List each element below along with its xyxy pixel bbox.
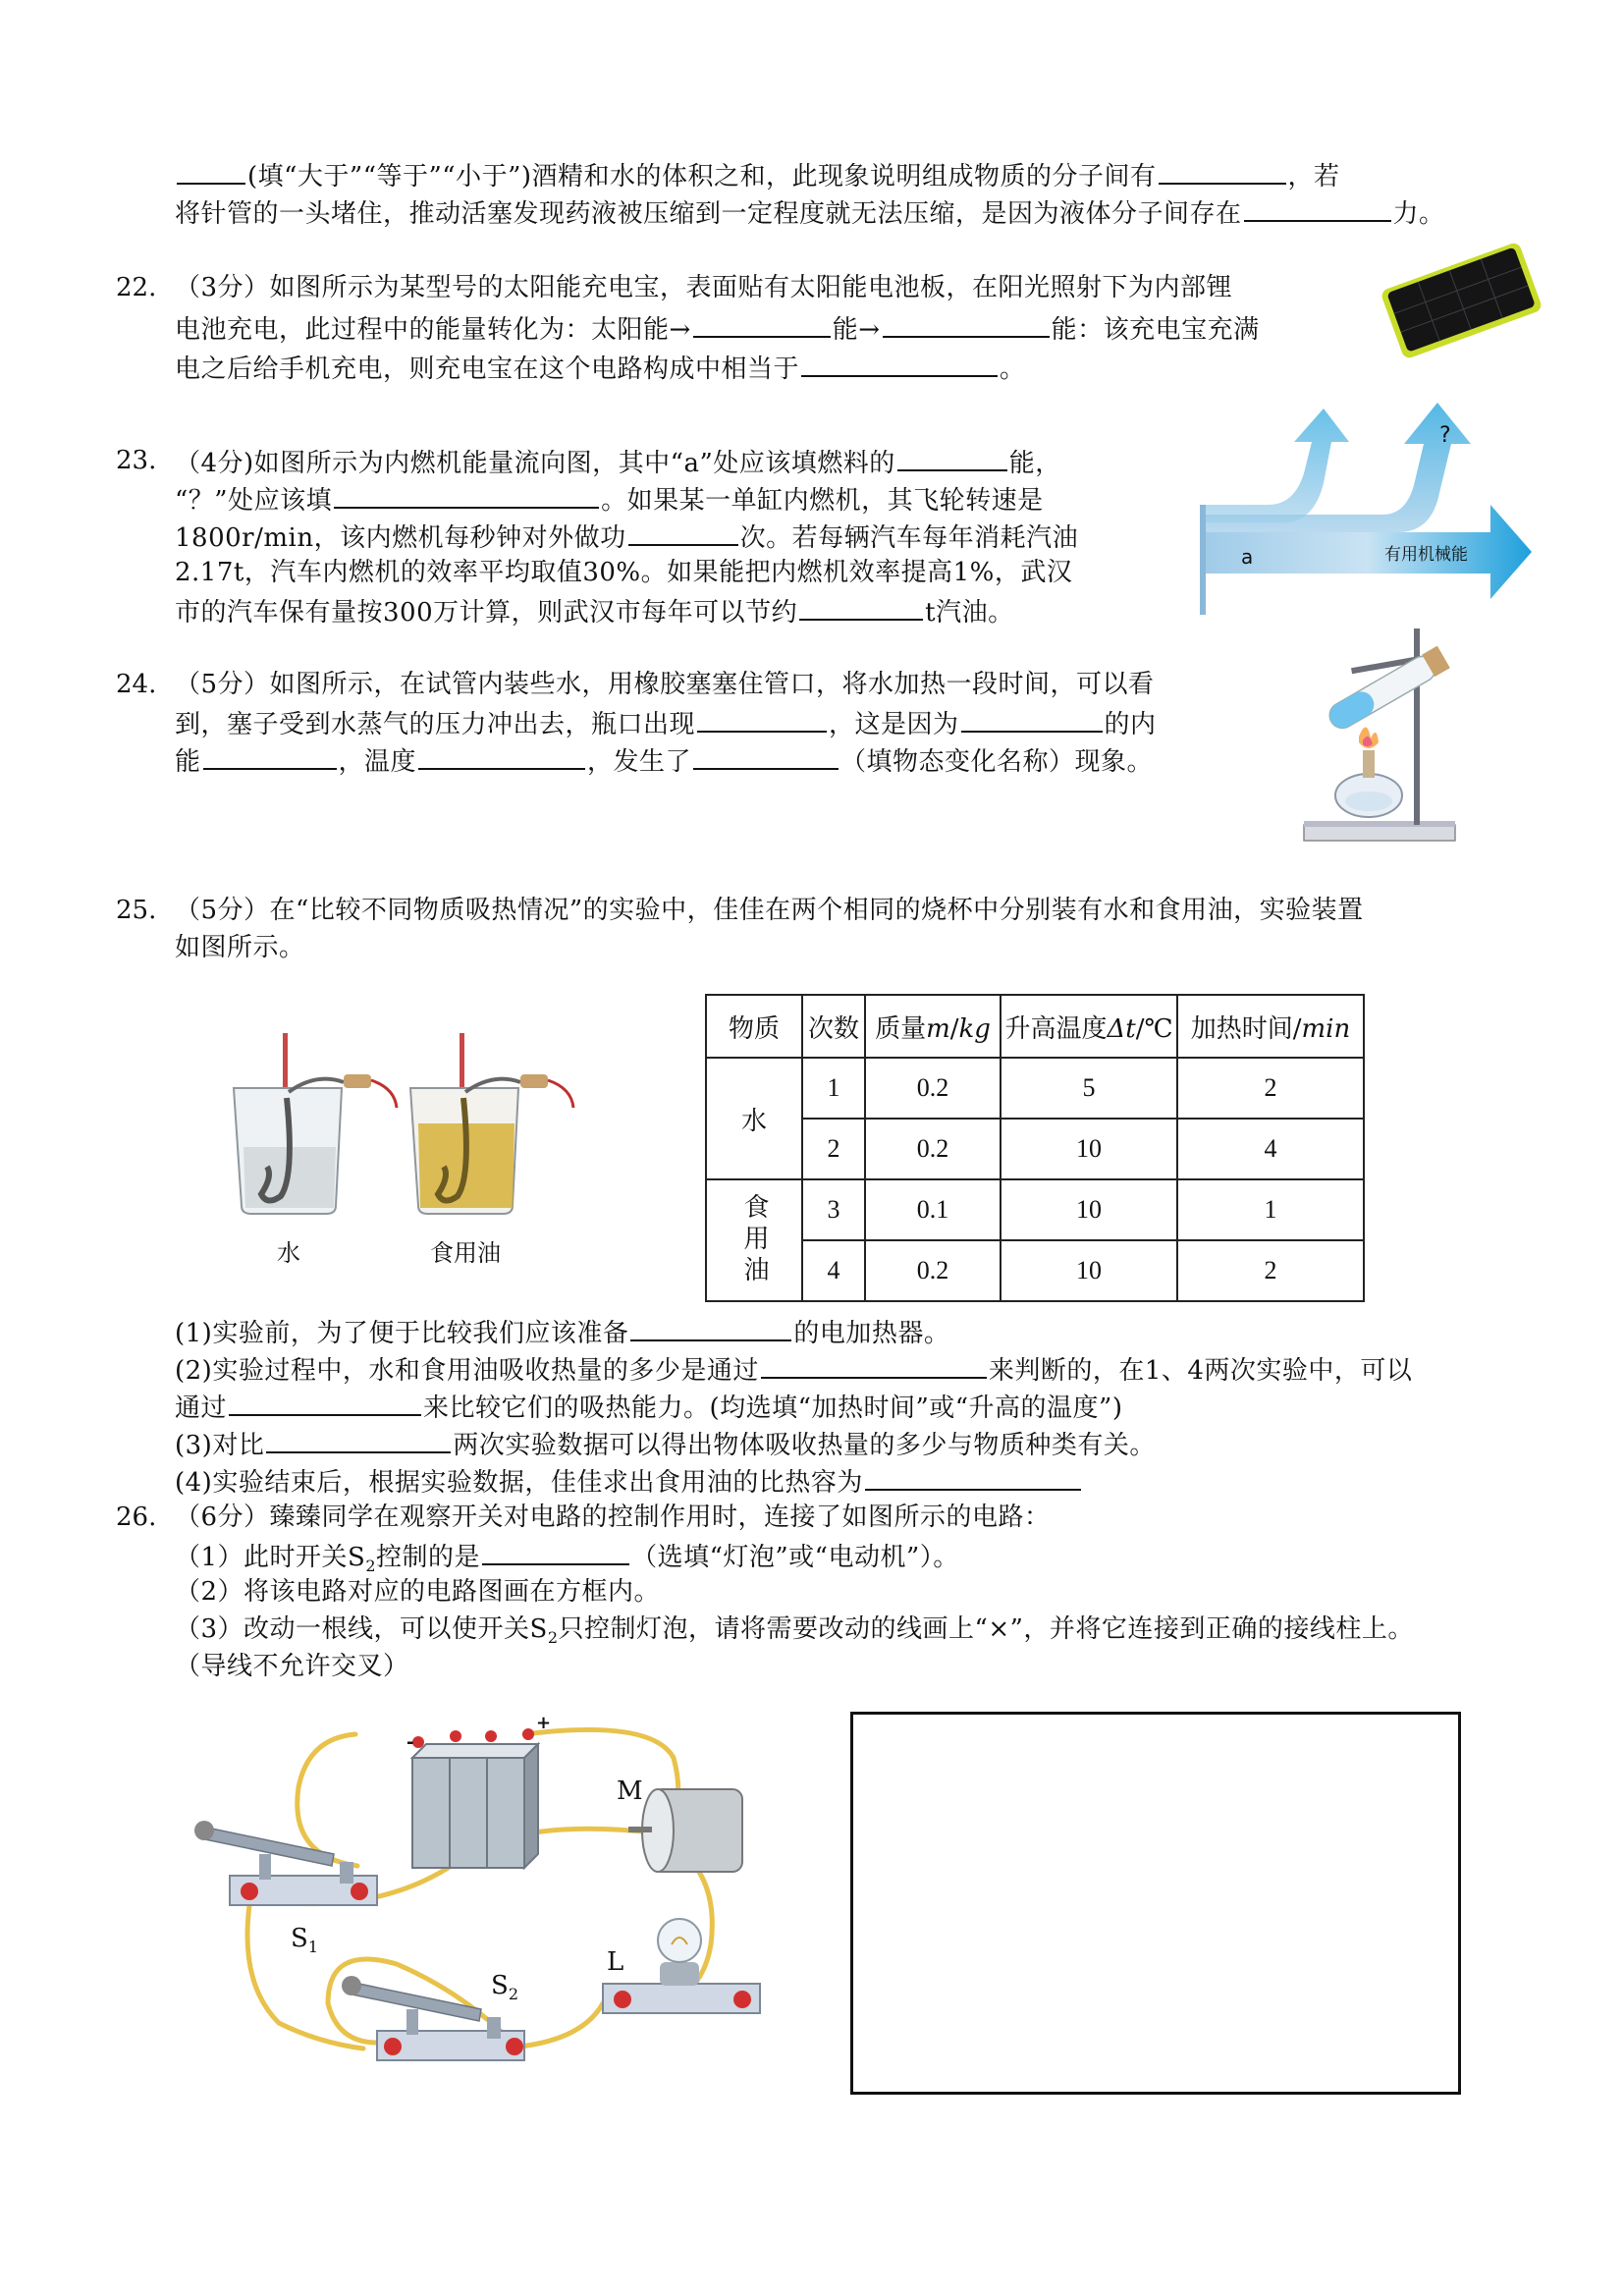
q25-text: (1)实验前，为了便于比较我们应该准备 xyxy=(175,1319,629,1348)
diagram-label-question: ? xyxy=(1439,423,1451,448)
q25-text: (2)实验过程中，水和食用油吸收热量的多少是通过 xyxy=(175,1356,759,1386)
q26-sub2: （2）将该电路对应的电路图画在方框内。 xyxy=(175,1577,661,1607)
q26-subscript: 2 xyxy=(365,1557,377,1576)
table-row xyxy=(706,1058,1364,1119)
q22-text: 。 xyxy=(1000,355,1026,384)
q23-text: t汽油。 xyxy=(925,598,1014,628)
q26-text: 只控制灯泡，请将需要改动的线画上“×”，并将它连接到正确的接线柱上。 xyxy=(558,1614,1414,1644)
q26-text: （选填“灯泡”或“电动机”）。 xyxy=(631,1543,959,1572)
q23-line5 xyxy=(175,591,1014,631)
table-cell-substance: 食用油 xyxy=(706,1179,802,1301)
answer-blank[interactable] xyxy=(883,308,1050,338)
q25-text: 来判断的，在1、4两次实验中，可以 xyxy=(988,1356,1413,1386)
answer-blank[interactable] xyxy=(1244,192,1391,222)
q25-text: 通过 xyxy=(175,1393,228,1423)
q26-subscript: 2 xyxy=(547,1628,559,1648)
answer-blank[interactable] xyxy=(1159,155,1286,185)
answer-blank[interactable] xyxy=(630,1312,791,1341)
switch-s1-label: $S_1$ xyxy=(291,1924,318,1956)
table-cell: 1 xyxy=(1177,1179,1364,1240)
table-header: 加热时间/min xyxy=(1177,995,1364,1058)
q26-line1: （6分）臻臻同学在观察开关对电路的控制作用时，连接了如图所示的电路： xyxy=(175,1503,1051,1532)
q25-text: 来比较它们的吸热能力。(均选填“加热时间”或“升高的温度”) xyxy=(423,1393,1123,1423)
table-cell: 0.2 xyxy=(865,1240,1001,1301)
q26-sub4: （导线不允许交叉） xyxy=(175,1652,409,1681)
beaker-label-oil: 食用油 xyxy=(430,1239,501,1267)
q24-text: （填物态变化名称）现象。 xyxy=(840,747,1154,777)
q21-text: (填“大于”“等于”“小于”)酒精和水的体积之和，此现象说明组成物质的分子间有 xyxy=(247,162,1157,191)
q24-text: ，发生了 xyxy=(587,747,692,777)
q23-line3 xyxy=(175,517,1078,557)
table-cell: 2 xyxy=(1177,1058,1364,1119)
battery-plus-label: + xyxy=(536,1713,552,1733)
q23-text: 1800r/min，该内燃机每秒钟对外做功 xyxy=(175,523,626,553)
lamp-label: L xyxy=(607,1947,624,1977)
beaker-label-water: 水 xyxy=(277,1239,300,1267)
question-number: 22. xyxy=(116,273,157,302)
table-cell: 4 xyxy=(802,1240,865,1301)
test-tube-heating-apparatus xyxy=(1298,623,1461,847)
q25-text: (3)对比 xyxy=(175,1431,265,1460)
answer-blank[interactable] xyxy=(897,442,1007,471)
answer-blank[interactable] xyxy=(177,155,245,185)
beakers-image xyxy=(228,1029,611,1271)
answer-blank[interactable] xyxy=(482,1536,629,1565)
q21-line1 xyxy=(175,155,1340,195)
table-header: 次数 xyxy=(802,995,865,1058)
q25-line2: 如图所示。 xyxy=(175,933,305,962)
battery-icon xyxy=(406,1713,551,1868)
q21-text: 力。 xyxy=(1392,199,1445,229)
answer-blank[interactable] xyxy=(203,740,337,770)
q24-line1: （5分）如图所示，在试管内装些水，用橡胶塞塞住管口，将水加热一段时间，可以看 xyxy=(175,670,1155,699)
q23-text: 市的汽车保有量按300万计算，则武汉市每年可以节约 xyxy=(175,598,798,628)
table-cell: 1 xyxy=(802,1058,865,1119)
answer-blank[interactable] xyxy=(961,703,1103,733)
answer-blank[interactable] xyxy=(334,479,599,509)
table-row xyxy=(706,1240,1364,1301)
answer-blank[interactable] xyxy=(761,1349,987,1379)
question-number: 26. xyxy=(116,1503,157,1532)
q21-text: ，若 xyxy=(1287,162,1340,191)
table-cell: 2 xyxy=(1177,1240,1364,1301)
table-cell: 5 xyxy=(1001,1058,1177,1119)
q23-text: “？”处应该填 xyxy=(175,486,333,516)
q22-text: 能：该充电宝充满 xyxy=(1051,315,1260,345)
q22-line1: （3分）如图所示为某型号的太阳能充电宝，表面贴有太阳能电池板，在阳光照射下为内部锂 xyxy=(175,273,1233,302)
q23-text: 。如果某一单缸内燃机，其飞轮转速是 xyxy=(601,486,1044,516)
circuit-drawing-box[interactable] xyxy=(850,1712,1461,2095)
q25-sub2 xyxy=(175,1349,1412,1390)
switch-s2-label: $S_2$ xyxy=(491,1971,518,2003)
table-cell-substance: 水 xyxy=(706,1058,802,1179)
q26-text: （3）改动一根线，可以使开关S xyxy=(175,1614,548,1644)
q21-line2 xyxy=(175,192,1445,233)
table-cell: 2 xyxy=(802,1119,865,1179)
table-row xyxy=(706,1119,1364,1179)
answer-blank[interactable] xyxy=(693,740,839,770)
switch-s1-icon xyxy=(194,1821,377,1956)
answer-blank[interactable] xyxy=(229,1387,421,1416)
q26-text: 控制的是 xyxy=(376,1543,481,1572)
q25-text: 两次实验数据可以得出物体吸收热量的多少与物质种类有关。 xyxy=(453,1431,1156,1460)
lamp-icon xyxy=(603,1919,760,2013)
battery-minus-label: - xyxy=(406,1732,414,1753)
q24-text: ，温度 xyxy=(338,747,417,777)
table-cell: 3 xyxy=(802,1179,865,1240)
q22-text: 电之后给手机充电，则充电宝在这个电路构成中相当于 xyxy=(175,355,800,384)
q23-line4: 2.17t，汽车内燃机的效率平均取值30%。如果能把内燃机效率提高1%，武汉 xyxy=(175,558,1073,587)
q25-sub4 xyxy=(175,1461,1083,1502)
q22-line2 xyxy=(175,308,1260,349)
q23-line1 xyxy=(175,442,1061,482)
q23-text: 能， xyxy=(1008,449,1061,478)
experiment-data-table xyxy=(705,994,1365,1302)
q25-sub1 xyxy=(175,1312,949,1352)
table-cell: 0.1 xyxy=(865,1179,1001,1240)
question-number: 24. xyxy=(116,670,157,699)
table-cell: 0.2 xyxy=(865,1119,1001,1179)
motor-icon xyxy=(617,1776,742,1872)
table-header: 质量m/kg xyxy=(865,995,1001,1058)
table-header: 升高温度Δt/℃ xyxy=(1001,995,1177,1058)
q24-text: 的内 xyxy=(1104,710,1157,739)
q26-text: （1）此时开关S xyxy=(175,1543,366,1572)
table-cell: 10 xyxy=(1001,1240,1177,1301)
q25-text: (4)实验结束后，根据实验数据，佳佳求出食用油的比热容为 xyxy=(175,1468,863,1498)
answer-blank[interactable] xyxy=(628,517,738,546)
answer-blank[interactable] xyxy=(697,703,827,733)
q24-text: 能 xyxy=(175,747,201,777)
q24-line3 xyxy=(175,740,1153,781)
q25-sub3 xyxy=(175,1424,1156,1464)
q22-line3 xyxy=(175,348,1026,388)
q24-line2 xyxy=(175,703,1157,743)
table-cell: 4 xyxy=(1177,1119,1364,1179)
circuit-components-image xyxy=(190,1709,780,2092)
table-cell: 0.2 xyxy=(865,1058,1001,1119)
energy-flow-diagram xyxy=(1196,395,1536,617)
q23-line2 xyxy=(175,479,1044,519)
q25-text: 的电加热器。 xyxy=(793,1319,950,1348)
q25-sub2-cont xyxy=(175,1387,1122,1427)
table-cell: 10 xyxy=(1001,1119,1177,1179)
table-row xyxy=(706,1179,1364,1240)
question-number: 23. xyxy=(116,446,157,475)
q24-text: ，这是因为 xyxy=(829,710,959,739)
q22-text: 电池充电，此过程中的能量转化为：太阳能→ xyxy=(175,315,691,345)
solar-power-bank-image xyxy=(1375,244,1543,361)
table-header-row xyxy=(706,995,1364,1058)
answer-blank[interactable] xyxy=(266,1424,451,1453)
q24-text: 到，塞子受到水蒸气的压力冲出去，瓶口出现 xyxy=(175,710,696,739)
diagram-label-useful-energy: 有用机械能 xyxy=(1384,545,1468,565)
q25-line1: （5分）在“比较不同物质吸热情况”的实验中，佳佳在两个相同的烧杯中分别装有水和食用油，实验装置 xyxy=(175,896,1364,925)
answer-blank[interactable] xyxy=(693,308,831,338)
answer-blank[interactable] xyxy=(418,740,585,770)
diagram-label-a: a xyxy=(1241,545,1254,569)
table-header: 物质 xyxy=(706,995,802,1058)
question-number: 25. xyxy=(116,896,157,925)
q22-text: 能→ xyxy=(832,315,881,345)
table-cell: 10 xyxy=(1001,1179,1177,1240)
answer-blank[interactable] xyxy=(865,1461,1081,1491)
answer-blank[interactable] xyxy=(801,348,998,377)
motor-label: M xyxy=(617,1776,643,1806)
q23-text: （4分)如图所示为内燃机能量流向图，其中“a”处应该填燃料的 xyxy=(175,449,895,478)
answer-blank[interactable] xyxy=(799,591,923,621)
q23-text: 次。若每辆汽车每年消耗汽油 xyxy=(739,523,1079,553)
q21-text: 将针管的一头堵住，推动活塞发现药液被压缩到一定程度就无法压缩，是因为液体分子间存在 xyxy=(175,199,1242,229)
